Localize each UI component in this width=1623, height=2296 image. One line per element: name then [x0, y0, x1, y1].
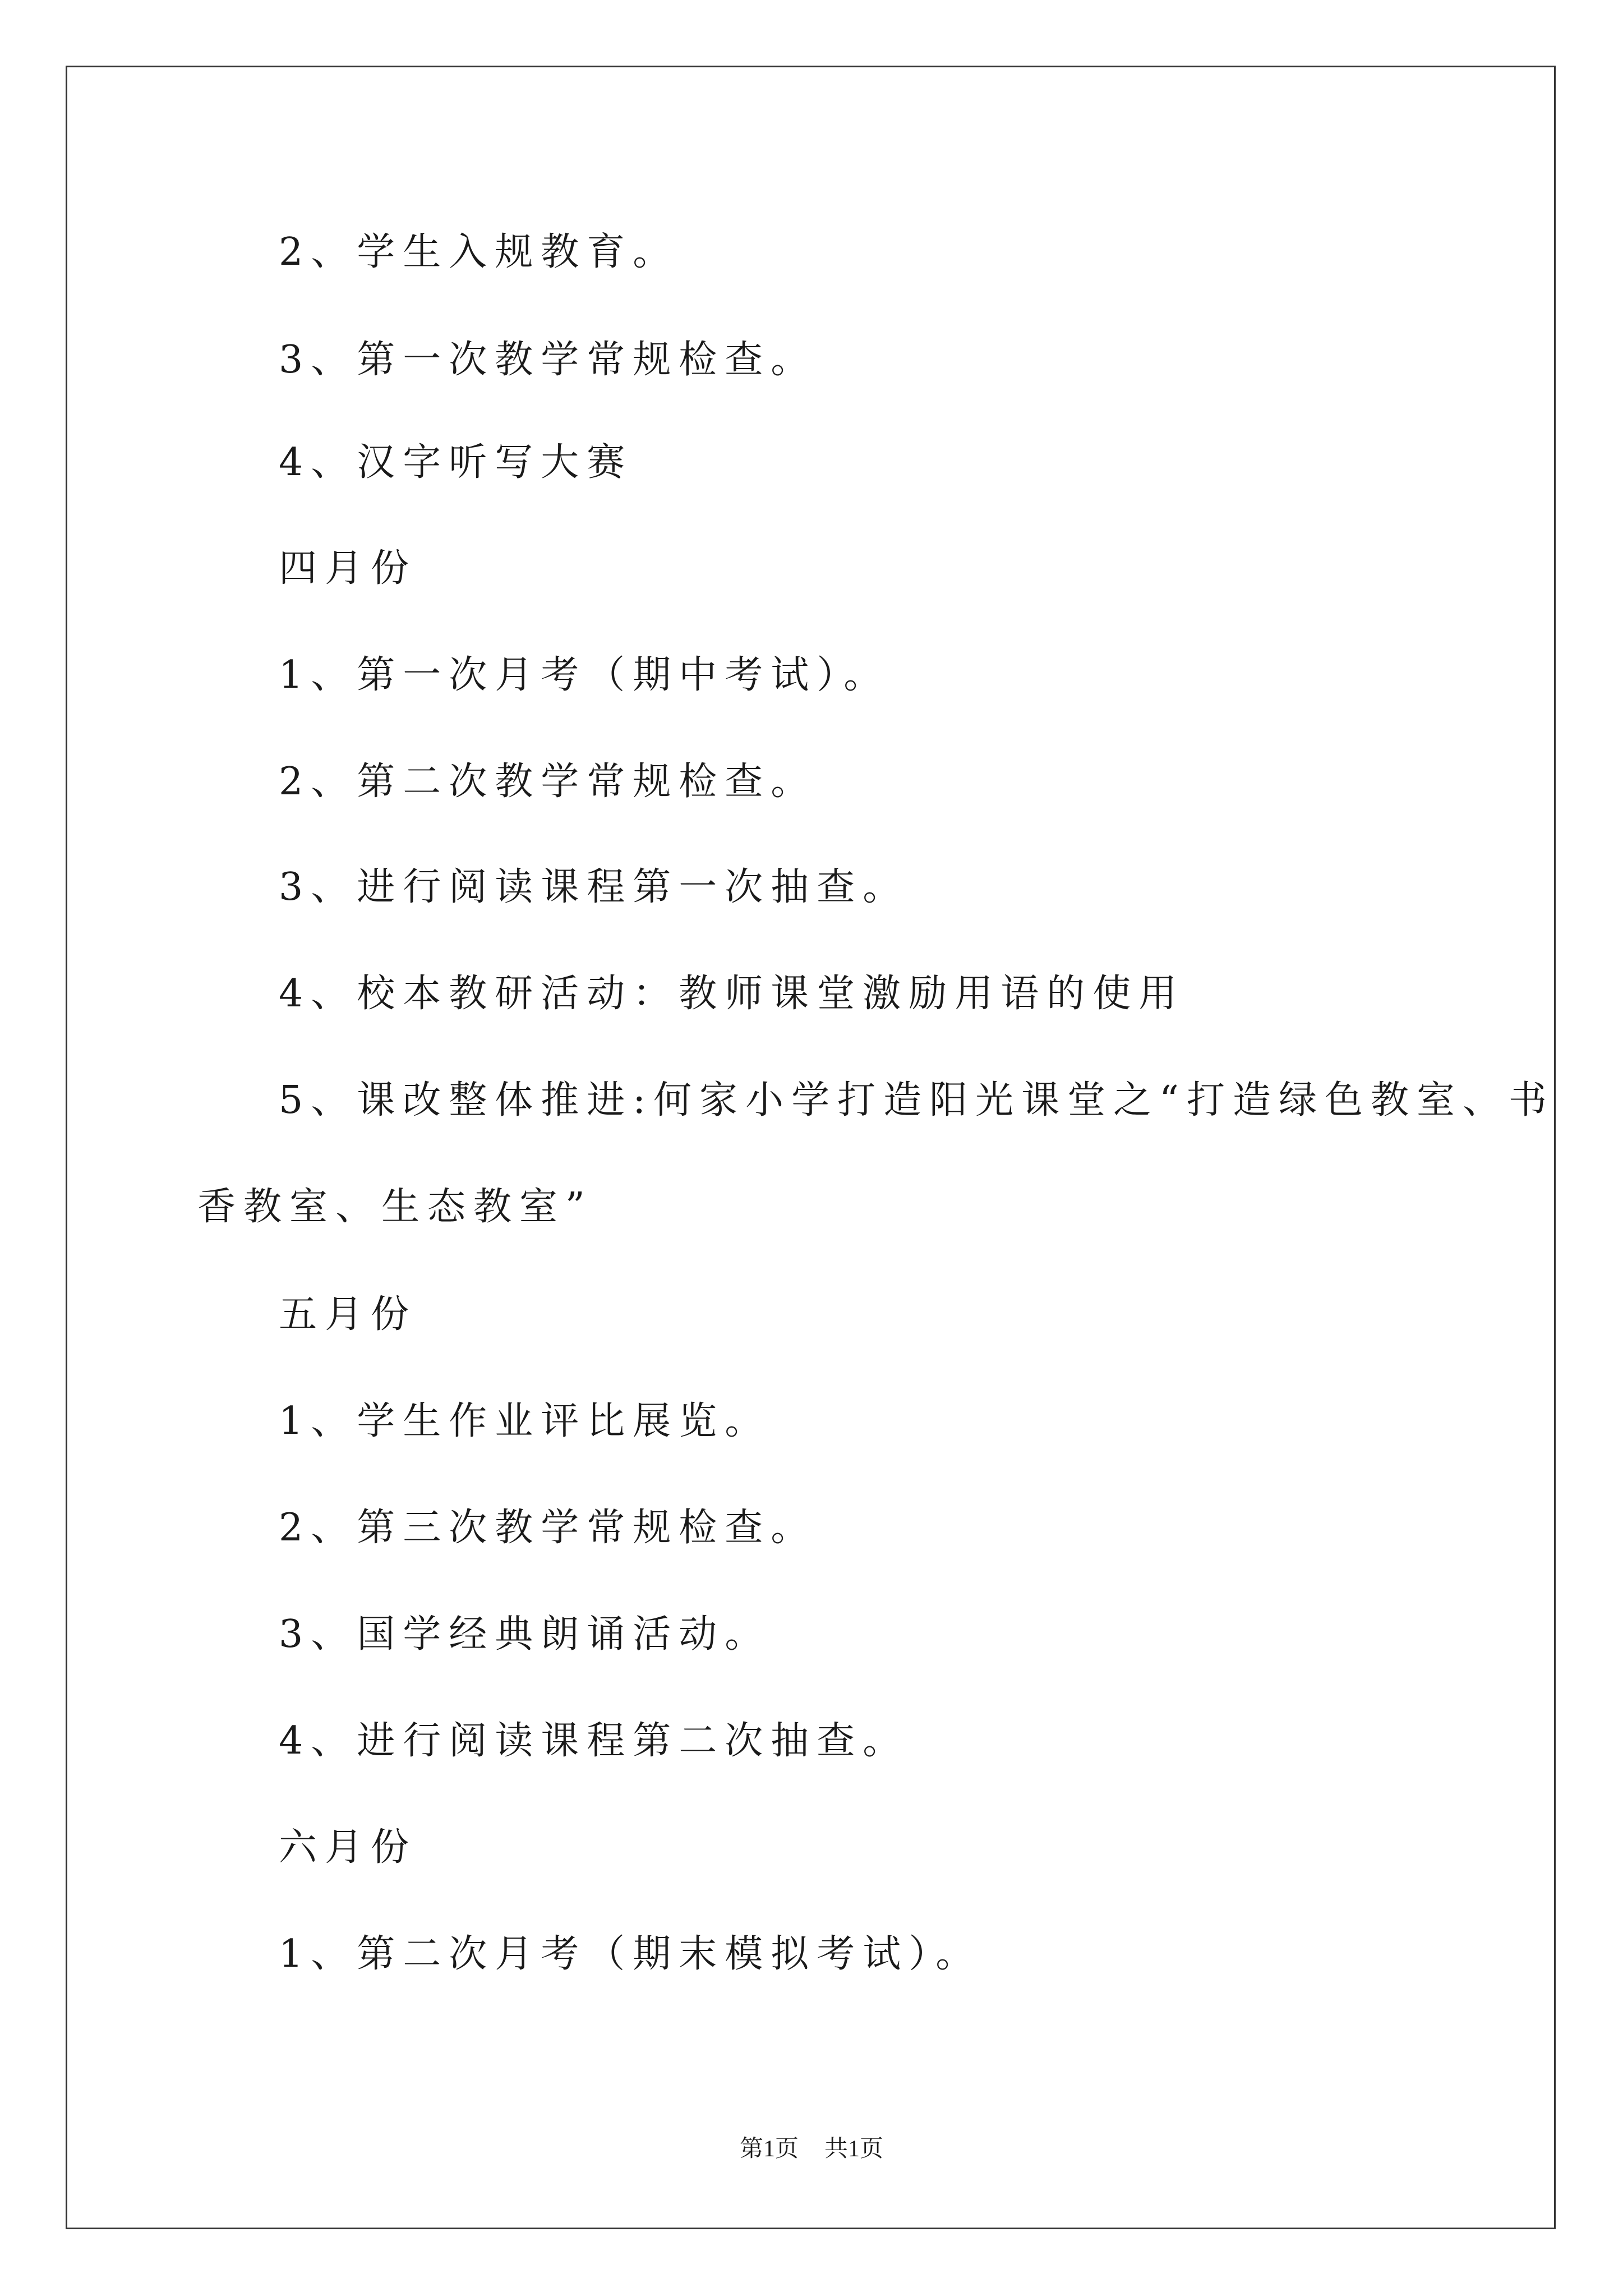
section-heading-may: 五月份 — [279, 1292, 417, 1337]
list-item: 2、第三次教学常规检查。 — [279, 1506, 817, 1550]
list-item: 4、校本教研活动：教师课堂激励用语的使用 — [279, 972, 1185, 1016]
page-frame — [66, 66, 1556, 2229]
list-item: 4、汉字听写大赛 — [279, 440, 633, 485]
list-item: 3、国学经典朗诵活动。 — [279, 1612, 771, 1657]
list-item: 1、第二次月考（期末模拟考试）。 — [279, 1932, 982, 1976]
list-item: 1、第一次月考（期中考试）。 — [279, 653, 890, 697]
page-number-current: 第1页 — [739, 2136, 799, 2162]
list-item: 1、学生作业评比展览。 — [279, 1399, 771, 1443]
list-item: 3、进行阅读课程第一次抽查。 — [279, 865, 909, 909]
section-heading-june: 六月份 — [279, 1825, 417, 1870]
page-footer — [0, 2130, 1623, 2164]
list-item: 2、学生入规教育。 — [279, 230, 679, 274]
list-item: 5、课改整体推进:何家小学打造阳光课堂之“打造绿色教室、书 — [279, 1078, 1555, 1122]
list-item-continuation: 香教室、生态教室” — [197, 1185, 593, 1229]
section-heading-april: 四月份 — [279, 546, 417, 591]
list-item: 4、进行阅读课程第二次抽查。 — [279, 1719, 909, 1763]
list-item: 3、第一次教学常规检查。 — [279, 338, 817, 382]
list-item: 2、第二次教学常规检查。 — [279, 760, 817, 804]
page-number-total: 共1页 — [824, 2136, 884, 2162]
